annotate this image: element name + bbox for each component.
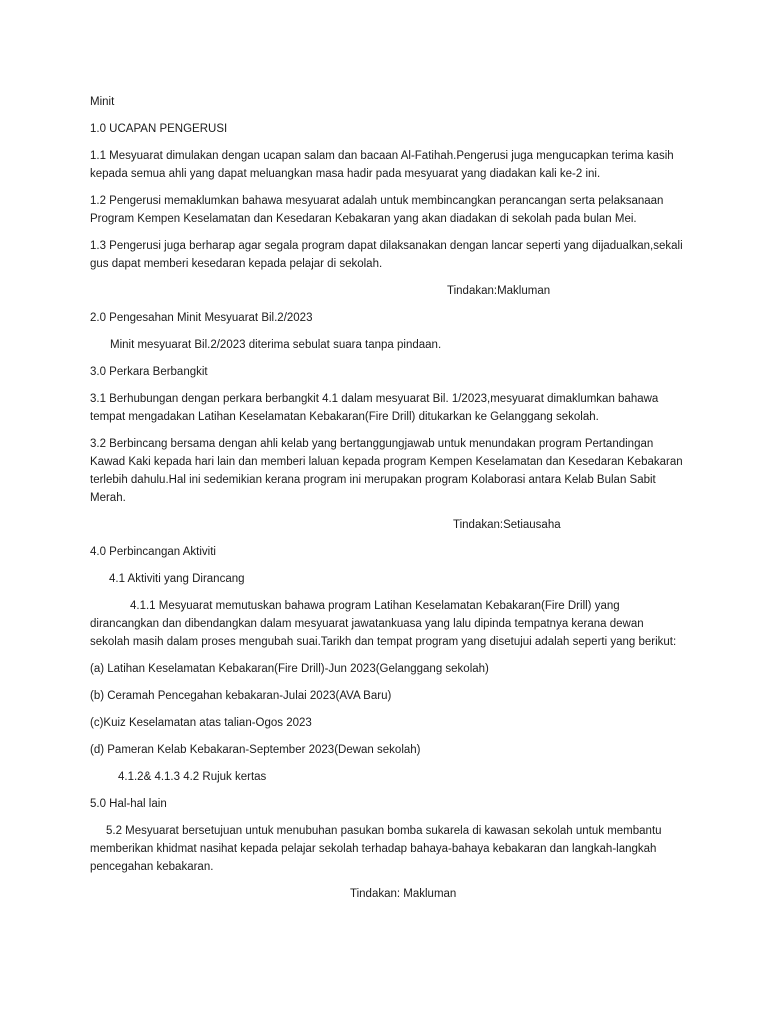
text-line: 1.1 Mesyuarat dimulakan dengan ucapan salam dan bacaan Al-Fatihah.Pengerusi juga mengucapkan terima kasih	[90, 150, 674, 162]
text-line: 3.1 Berhubungan dengan perkara berbangkit 4.1 dalam mesyuarat Bil. 1/2023,mesyuarat dimaklumkan bahawa	[90, 393, 659, 405]
text-line: 1.2 Pengerusi memaklumkan bahawa mesyuarat adalah untuk membincangkan perancangan serta pelaksanaan	[90, 195, 664, 207]
section-4-heading: 4.0 Perbincangan Aktiviti	[90, 546, 216, 558]
list-item-d: (d) Pameran Kelab Kebakaran-September 2023(Dewan sekolah)	[90, 744, 421, 756]
text-line: terlebih dahulu.Hal ini sedemikian kerana program ini merupakan program Kolaborasi antara Kelab Bulan Sabit	[90, 474, 656, 486]
text-line: dirancangkan dan dibendangkan dalam mesyuarat jawatankuasa yang lalu dipinda tempatnya kerana dewan	[90, 618, 644, 630]
section-2-heading: 2.0 Pengesahan Minit Mesyuarat Bil.2/2023	[90, 312, 313, 324]
paragraph-3-1	[90, 390, 685, 426]
text-line: Program Kempen Keselamatan dan Kesedaran Kebakaran yang akan diadakan di sekolah pada bulan Mei.	[90, 213, 637, 225]
paragraph-3-2	[90, 435, 685, 507]
section-5-heading: 5.0 Hal-hal lain	[90, 798, 167, 810]
paragraph-4-1-1	[90, 597, 685, 651]
paragraph-2-1: Minit mesyuarat Bil.2/2023 diterima sebulat suara tanpa pindaan.	[110, 339, 442, 351]
subsection-4-1: 4.1 Aktiviti yang Dirancang	[109, 573, 245, 585]
minutes-document	[90, 93, 685, 912]
text-line: kepada semua ahli yang dapat meluangkan masa hadir pada mesyuarat yang diadakan kali ke-2 ini.	[90, 168, 601, 180]
text-line: 4.1.1 Mesyuarat memutuskan bahawa program Latihan Keselamatan Kebakaran(Fire Drill) yang	[130, 600, 620, 612]
list-item-c: (c)Kuiz Keselamatan atas talian-Ogos 2023	[90, 717, 312, 729]
refer-note: 4.1.2& 4.1.3 4.2 Rujuk kertas	[118, 771, 267, 783]
paragraph-1-1	[90, 147, 685, 183]
section-3-heading: 3.0 Perkara Berbangkit	[90, 366, 208, 378]
text-line: tempat mengadakan Latihan Keselamatan Kebakaran(Fire Drill) ditukarkan ke Gelanggang sekolah.	[90, 411, 599, 423]
text-line: 3.2 Berbincang bersama dengan ahli kelab yang bertanggungjawab untuk menundakan program Pertandingan	[90, 438, 654, 450]
text-line: 5.2 Mesyuarat bersetujuan untuk menubuhan pasukan bomba sukarela di kawasan sekolah untuk membantu	[106, 825, 662, 837]
paragraph-1-3	[90, 237, 685, 273]
document-title: Minit	[90, 96, 115, 108]
list-item-b: (b) Ceramah Pencegahan kebakaran-Julai 2023(AVA Baru)	[90, 690, 392, 702]
section-1-heading: 1.0 UCAPAN PENGERUSI	[90, 123, 228, 135]
text-line: pencegahan kebakaran.	[90, 861, 214, 873]
action-note-1: Tindakan:Makluman	[447, 285, 551, 297]
text-line: memberikan khidmat nasihat kepada pelajar sekolah terhadap bahaya-bahaya kebakaran dan langkah-langkah	[90, 843, 657, 855]
text-line: 1.3 Pengerusi juga berharap agar segala program dapat dilaksanakan dengan lancar seperti yang dijadualkan,sekali	[90, 240, 683, 252]
list-item-a: (a) Latihan Keselamatan Kebakaran(Fire Drill)-Jun 2023(Gelanggang sekolah)	[90, 663, 489, 675]
text-line: sekolah masih dalam proses mengubah suai.Tarikh dan tempat program yang disetujui adalah seperti yang berikut:	[90, 636, 677, 648]
text-line: Kawad Kaki kepada hari lain dan memberi laluan kepada program Kempen Keselamatan dan Kesedaran Kebakaran	[90, 456, 683, 468]
action-note-3: Tindakan:Setiausaha	[453, 519, 561, 531]
paragraph-1-2	[90, 192, 685, 228]
text-line: gus dapat memberi kesedaran kepada pelajar di sekolah.	[90, 258, 383, 270]
text-line: Merah.	[90, 492, 126, 504]
paragraph-5-2	[90, 822, 685, 876]
action-note-5: Tindakan: Makluman	[350, 888, 457, 900]
